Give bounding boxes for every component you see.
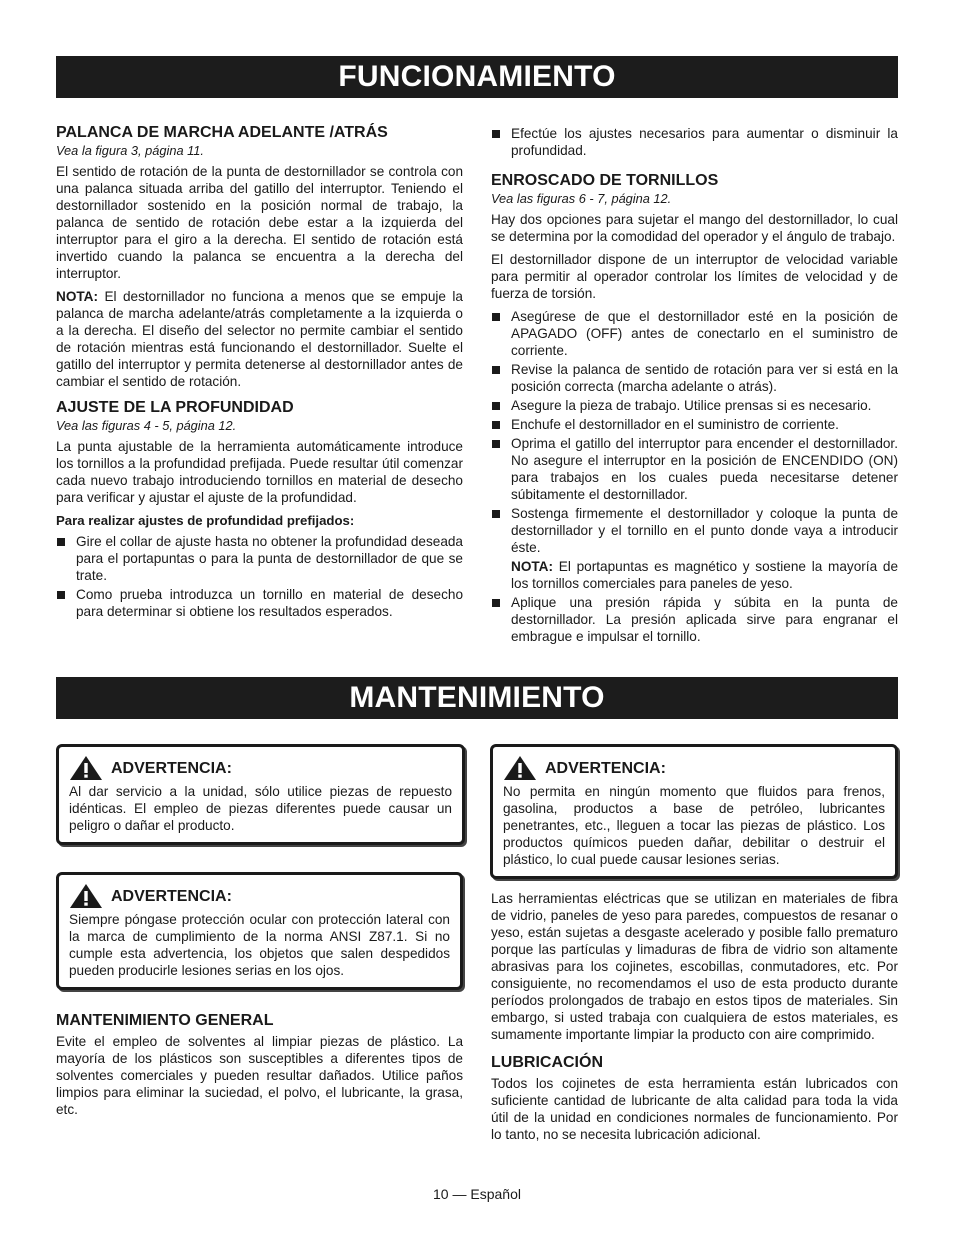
- warning-text: Siempre póngase protección ocular con protección lateral con la marca de cumplimiento de la norma ANSI Z87.1. Si no cumple esta advertencia, los objetos que salen despedidos pueden producirle lesiones serias en los ojos.: [69, 912, 450, 978]
- heading-enroscado: ENROSCADO DE TORNILLOS: [491, 172, 719, 189]
- warning-header: [69, 755, 462, 781]
- page-footer: 10 — Español: [433, 1186, 521, 1202]
- list-item: [491, 397, 898, 414]
- note-label: NOTA:: [56, 289, 99, 304]
- warning-label: ADVERTENCIA:: [545, 759, 666, 777]
- ajuste-subheading: Para realizar ajustes de profundidad prefijados:: [56, 513, 355, 528]
- list-item: [56, 586, 463, 620]
- bullet-square-icon: [492, 510, 500, 518]
- list-item: [56, 533, 463, 584]
- warning-box-fluidos: [490, 744, 898, 879]
- list-item-text: Sostenga firmemente el destornillador y coloque la punta de destornillador y el tornillo en el punto donde vaya a introducir éste.: [511, 506, 898, 555]
- left-column-bottom: [56, 1011, 463, 1124]
- bullet-square-icon: [492, 421, 500, 429]
- bullet-square-icon: [492, 313, 500, 321]
- warning-triangle-icon: [69, 755, 103, 781]
- list-item: [491, 416, 898, 433]
- list-item-text: Asegure la pieza de trabajo. Utilice prensas si es necesario.: [511, 398, 872, 413]
- ref-palanca: Vea la figura 3, página 11.: [56, 143, 204, 158]
- bullet-square-icon: [57, 591, 65, 599]
- list-item: [491, 308, 898, 359]
- list-item: [491, 361, 898, 395]
- list-item-text: Enchufe el destornillador en el suministro de corriente.: [511, 417, 839, 432]
- left-column-top: [56, 123, 463, 622]
- bullet-square-icon: [492, 599, 500, 607]
- warning-box-ocular: [56, 872, 463, 990]
- warning-header: [69, 883, 460, 909]
- list-item-text: Revise la palanca de sentido de rotación para ver si está en la posición correcta (marcha adelante o atrás).: [511, 362, 898, 394]
- warning-text: No permita en ningún momento que fluidos para frenos, gasolina, productos a base de petróleo, lubricantes penetrantes, etc., lleguen a tocar las piezas de plástico. Los productos químicos pueden dañar, debilitar o destruir el plástico, lo cual puede causar lesiones serias.: [503, 784, 885, 867]
- bullet-square-icon: [492, 440, 500, 448]
- warning-label: ADVERTENCIA:: [111, 759, 232, 777]
- ajuste-bullet-list-cont: [491, 125, 898, 159]
- warning-label: ADVERTENCIA:: [111, 887, 232, 905]
- warning-header: [503, 755, 895, 781]
- list-item: [491, 125, 898, 159]
- warning-triangle-icon: [503, 755, 537, 781]
- ref-enroscado: Vea las figuras 6 - 7, página 12.: [491, 191, 672, 206]
- lubricacion-paragraph: Todos los cojinetes de esta herramienta están lubricados con suficiente cantidad de lubricante de alta calidad para toda la vida útil de la unidad en condiciones normales de funcionamiento. Por lo tanto, no se necesita lubricación adicional.: [491, 1076, 898, 1142]
- ref-ajuste: Vea las figuras 4 - 5, página 12.: [56, 418, 237, 433]
- warning-triangle-icon: [69, 883, 103, 909]
- heading-palanca: PALANCA DE MARCHA ADELANTE /ATRÁS: [56, 124, 388, 141]
- right-column-top: [491, 125, 898, 647]
- heading-general: MANTENIMIENTO GENERAL: [56, 1012, 274, 1029]
- bullet-square-icon: [492, 130, 500, 138]
- ajuste-paragraph: La punta ajustable de la herramienta automáticamente introduce los tornillos a la profundidad prefijada. Puede resultar útil comenzar cada nuevo trabajo introduciendo tornillos en material de desecho para verificar y ajustar el ajuste de la profundidad.: [56, 439, 463, 505]
- warning-box-repuesto: [56, 744, 465, 845]
- list-item-text: Como prueba introduzca un tornillo en material de desecho para determinar si obtiene los resultados esperados.: [76, 587, 463, 619]
- ajuste-bullet-list: [56, 533, 463, 620]
- list-item: [491, 505, 898, 592]
- note-text: El destornillador no funciona a menos que se empuje la palanca de marcha adelante/atrás completamente a la izquierda o a la derecha. El diseño del selector no permite cambiar el sentido de rotación mientras está funcionando el destornillador. Suelte el gatillo del interruptor y permita detenerse al destornillador antes de cambiar el sentido de rotación.: [56, 289, 463, 389]
- note-text: El portapuntas es magnético y sostiene la mayoría de los tornillos comerciales para paneles de yeso.: [511, 559, 898, 591]
- palanca-note: [56, 288, 463, 390]
- list-item: [491, 435, 898, 503]
- section-title-funcionamiento: FUNCIONAMIENTO: [56, 56, 898, 98]
- list-item-text: Aplique una presión rápida y súbita en la punta de destornillador. La presión aplicada sirve para engranar el embrague e impulsar el tornillo.: [511, 595, 898, 644]
- enroscado-paragraph-2: El destornillador dispone de un interruptor de velocidad variable para permitir al operador controlar los límites de velocidad y de fuerza de torsión.: [491, 252, 898, 301]
- general-paragraph: Evite el empleo de solventes al limpiar piezas de plástico. La mayoría de los plásticos son susceptibles a diferentes tipos de solventes comerciales y pueden resultar dañados. Utilice paños limpios para eliminar la suciedad, el polvo, el lubricante, la grasa, etc.: [56, 1034, 463, 1117]
- bullet-square-icon: [492, 366, 500, 374]
- list-item-text: Efectúe los ajustes necesarios para aumentar o disminuir la profundidad.: [511, 126, 898, 158]
- bullet-square-icon: [57, 538, 65, 546]
- enroscado-paragraph-1: Hay dos opciones para sujetar el mango del destornillador, lo cual se determina por la comodidad del operador y el ángulo de trabajo.: [491, 212, 898, 244]
- enroscado-bullet-list: [491, 308, 898, 645]
- list-item: [491, 594, 898, 645]
- section-title-mantenimiento: MANTENIMIENTO: [56, 677, 898, 719]
- heading-lubricacion: LUBRICACIÓN: [491, 1054, 603, 1071]
- warning-text: Al dar servicio a la unidad, sólo utilice piezas de repuesto idénticas. El empleo de piezas diferentes puede causar un peligro o dañar el producto.: [69, 784, 452, 833]
- heading-ajuste: AJUSTE DE LA PROFUNDIDAD: [56, 399, 294, 416]
- fibra-paragraph: Las herramientas eléctricas que se utilizan en materiales de fibra de vidrio, paneles de yeso para paredes, compuestos de resanar o yeso, están sujetas a desgaste acelerado y posible fallo prematuro porque las partículas y limaduras de fibra de vidrio son altamente abrasivas para los cojinetes, escobillas, conmutadores, etc. Por consiguiente, no recomendamos el uso de esta producto durante períodos prolongados de trabajo en estos tipos de materiales. Sin embargo, si usted trabaja con cualquiera de estos materiales, es sumamente importante limpiar la producto con aire comprimido.: [491, 891, 898, 1042]
- bullet-square-icon: [492, 402, 500, 410]
- list-item-text: Gire el collar de ajuste hasta no obtener la profundidad deseada para el portapuntas o para la punta de destornillador de que se trate.: [76, 534, 463, 583]
- right-column-bottom: [491, 890, 898, 1149]
- list-item-text: Oprima el gatillo del interruptor para encender el destornillador. No asegure el interruptor en la posición de ENCENDIDO (ON) para trabajos en los cuales pueda necesitarse detener súbitamente el destornillador.: [511, 436, 898, 502]
- note-label: NOTA:: [511, 559, 554, 574]
- enroscado-note: [511, 558, 898, 592]
- palanca-paragraph: El sentido de rotación de la punta de destornillador se controla con una palanca situada arriba del gatillo del interruptor. Teniendo el destornillador sostenido en la posición normal de trabajo, la palanca de sentido de rotación debe estar a la izquierda del interruptor para el giro a la derecha. El sentido de rotación está invertido cuando la palanca se encuentra a la derecha del interruptor.: [56, 164, 463, 281]
- list-item-text: Asegúrese de que el destornillador esté en la posición de APAGADO (OFF) antes de conectarlo en el suministro de corriente.: [511, 309, 898, 358]
